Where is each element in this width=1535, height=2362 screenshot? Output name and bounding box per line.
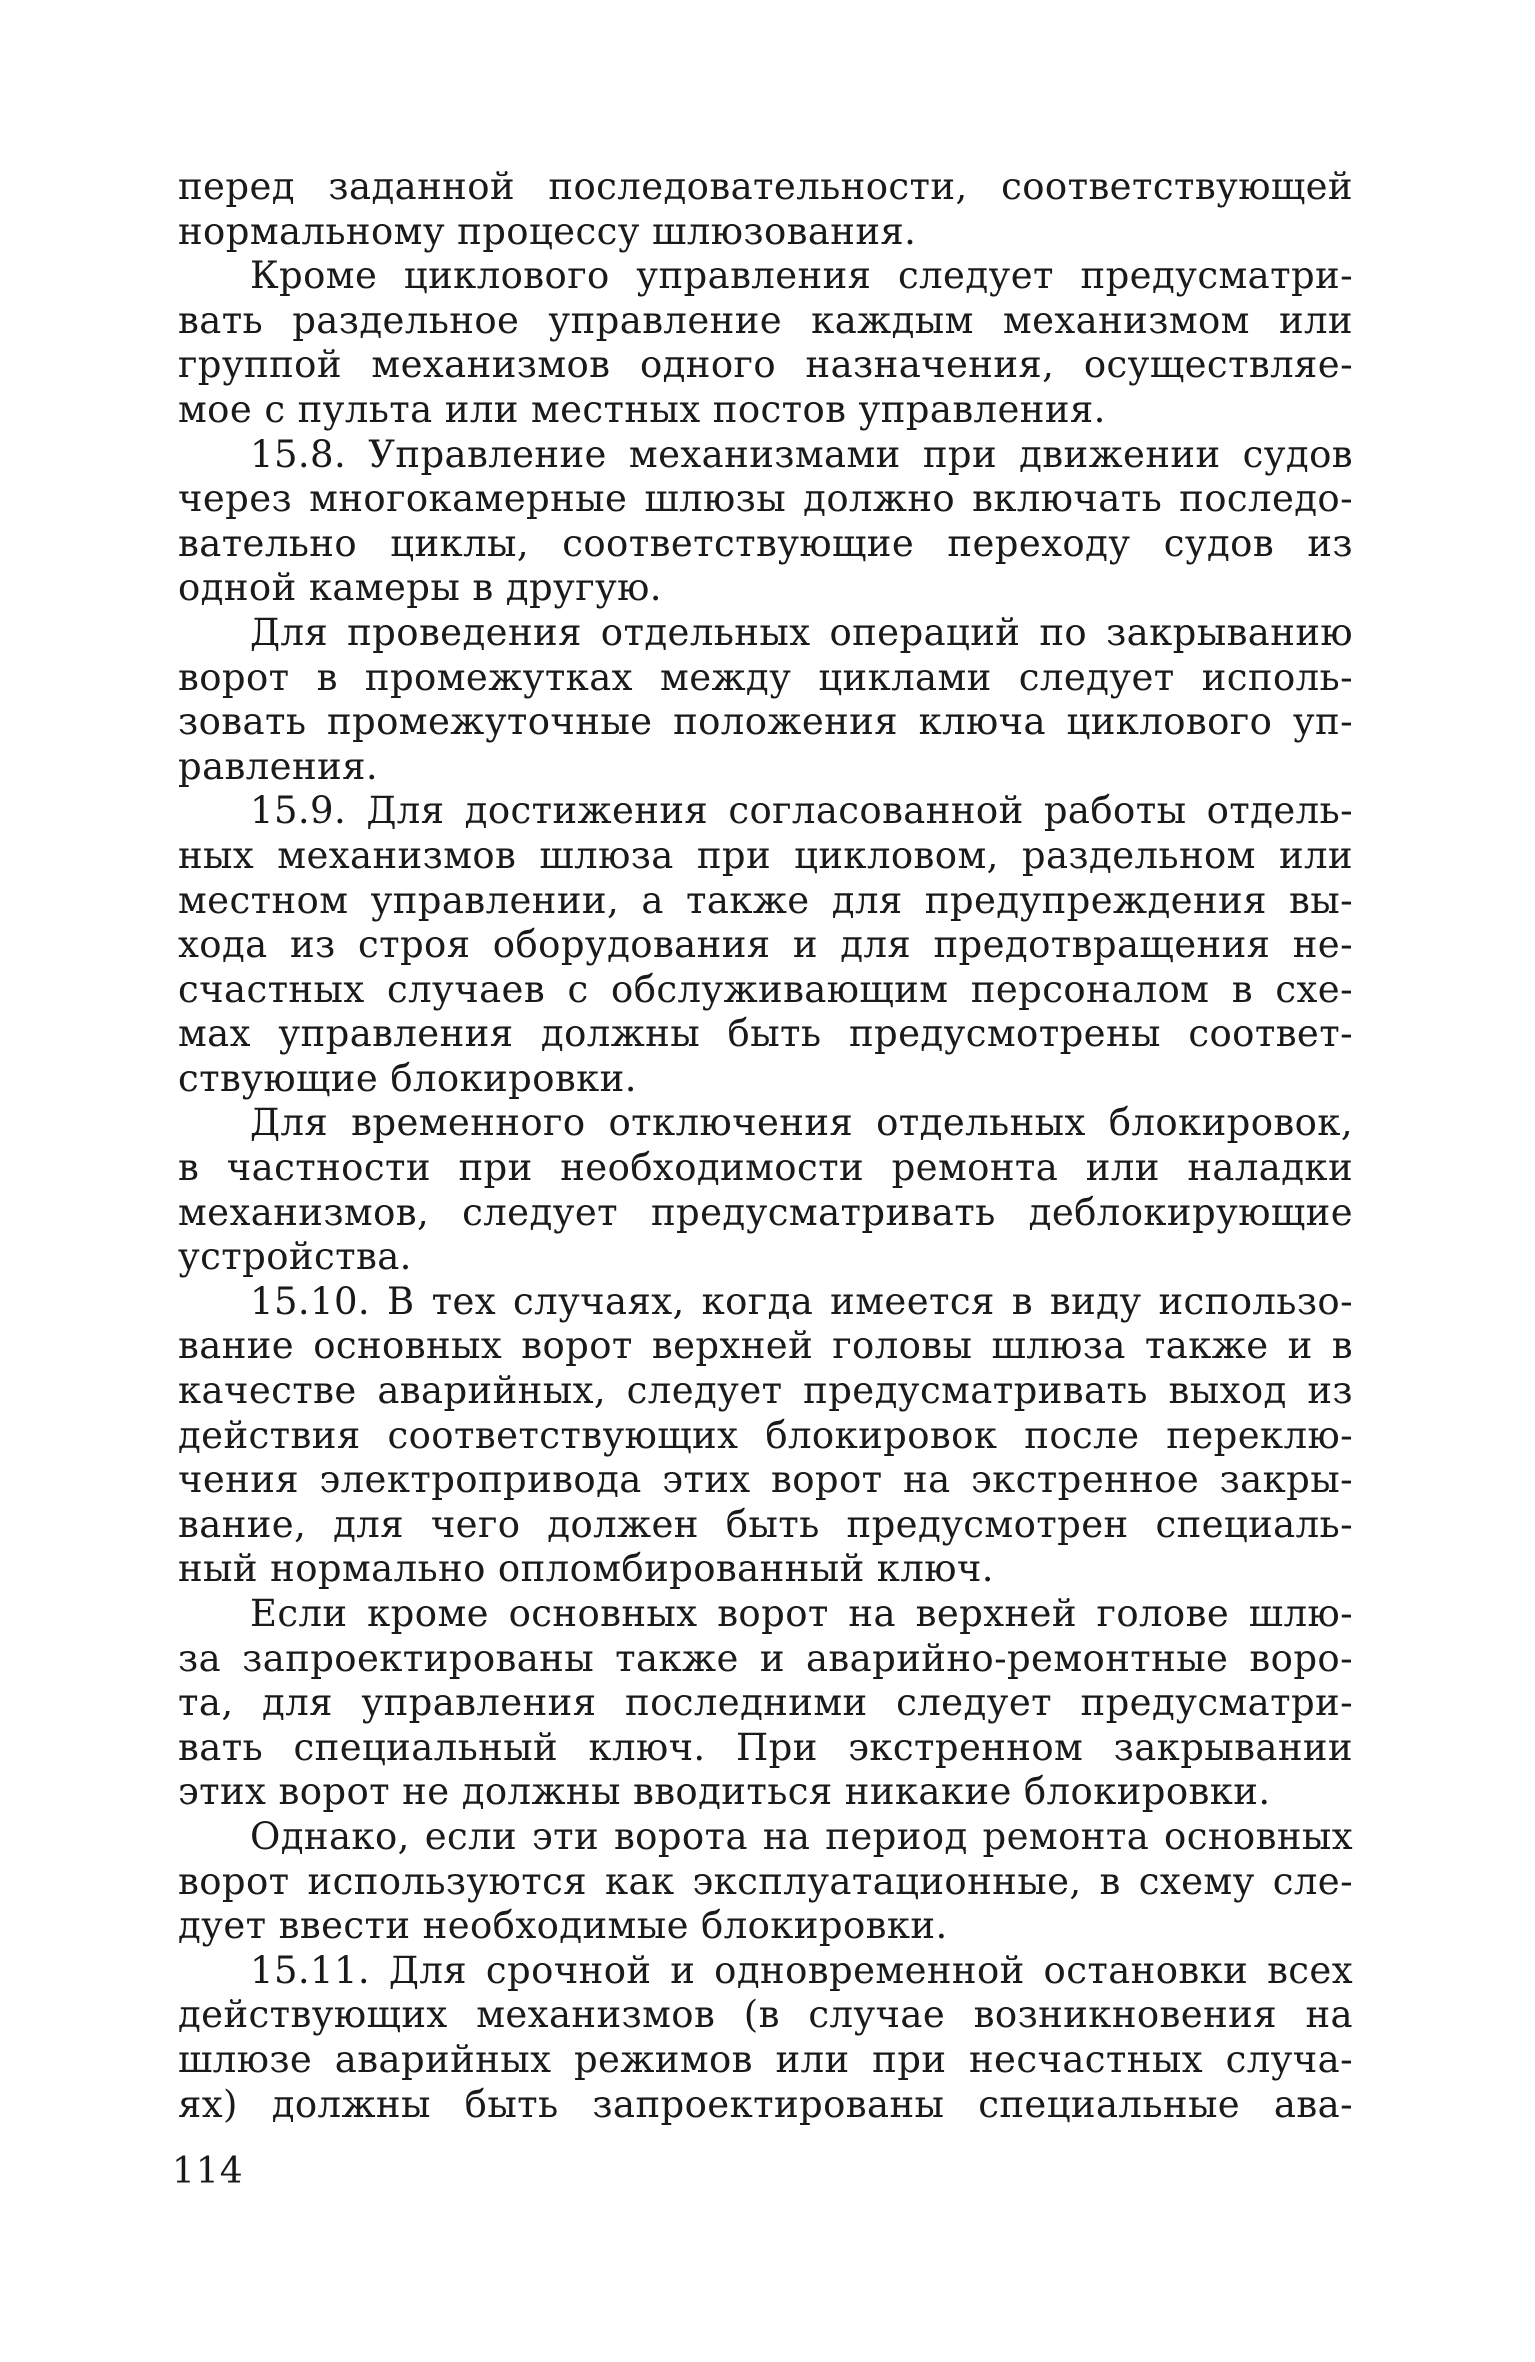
- text-line: хода из строя оборудования и для предотвращения не-: [178, 923, 1353, 967]
- text-line: действия соответствующих блокировок после переклю-: [178, 1413, 1353, 1457]
- text-line: Для проведения отдельных операций по закрыванию: [250, 610, 1353, 654]
- text-line: равления.: [178, 744, 378, 788]
- text-line: мое с пульта или местных постов управления.: [178, 387, 1106, 431]
- text-line: в частности при необходимости ремонта или наладки: [178, 1146, 1353, 1190]
- text-line: мах управления должны быть предусмотрены соответ-: [178, 1012, 1353, 1056]
- text-line: одной камеры в другую.: [178, 566, 662, 610]
- text-line: ворот в промежутках между циклами следует исполь-: [178, 655, 1353, 699]
- text-line: через многокамерные шлюзы должно включать последо-: [178, 477, 1353, 521]
- text-line: вание, для чего должен быть предусмотрен специаль-: [178, 1502, 1353, 1546]
- text-line: этих ворот не должны вводиться никакие блокировки.: [178, 1770, 1271, 1814]
- text-line: шлюзе аварийных режимов или при несчастных случа-: [178, 2037, 1353, 2081]
- text-line: 15.10. В тех случаях, когда имеется в виду использо-: [250, 1279, 1353, 1323]
- text-line: чения электропривода этих ворот на экстренное закры-: [178, 1458, 1353, 1502]
- text-line: ствующие блокировки.: [178, 1056, 637, 1100]
- text-line: за запроектированы также и аварийно-ремонтные воро-: [178, 1636, 1353, 1680]
- text-line: вать специальный ключ. При экстренном закрывании: [178, 1725, 1353, 1769]
- text-line: вание основных ворот верхней головы шлюза также и в: [178, 1324, 1353, 1368]
- text-line: действующих механизмов (в случае возникновения на: [178, 1993, 1353, 2037]
- text-line: та, для управления последними следует предусматри-: [178, 1681, 1353, 1725]
- text-line: местном управлении, а также для предупреждения вы-: [178, 878, 1353, 922]
- text-line: 15.11. Для срочной и одновременной остановки всех: [250, 1948, 1353, 1992]
- text-line: счастных случаев с обслуживающим персоналом в схе-: [178, 967, 1353, 1011]
- text-line: зовать промежуточные положения ключа циклового уп-: [178, 700, 1353, 744]
- text-line: 15.9. Для достижения согласованной работы отдель-: [250, 789, 1353, 833]
- text-line: Однако, если эти ворота на период ремонта основных: [250, 1814, 1353, 1858]
- text-line: вать раздельное управление каждым механизмом или: [178, 298, 1353, 342]
- text-line: Кроме циклового управления следует предусматри-: [250, 254, 1353, 298]
- text-line: механизмов, следует предусматривать деблокирующие: [178, 1190, 1353, 1234]
- text-line: нормальному процессу шлюзования.: [178, 209, 917, 253]
- text-line: группой механизмов одного назначения, осуществляе-: [178, 343, 1353, 387]
- text-line: ный нормально опломбированный ключ.: [178, 1547, 994, 1591]
- page-number: 114: [172, 2151, 244, 2192]
- text-line: 15.8. Управление механизмами при движении судов: [250, 432, 1353, 476]
- text-line: Для временного отключения отдельных блокировок,: [250, 1101, 1353, 1145]
- text-line: устройства.: [178, 1235, 412, 1279]
- text-line: дует ввести необходимые блокировки.: [178, 1904, 948, 1948]
- text-line: ных механизмов шлюза при цикловом, раздельном или: [178, 833, 1353, 877]
- text-line: ворот используются как эксплуатационные, в схему сле-: [178, 1859, 1353, 1903]
- text-line: перед заданной последовательности, соответствующей: [178, 165, 1353, 208]
- text-line: Если кроме основных ворот на верхней голове шлю-: [250, 1592, 1353, 1635]
- text-line: ях) должны быть запроектированы специальные ава-: [178, 2082, 1353, 2126]
- text-line: вательно циклы, соответствующие переходу судов из: [178, 521, 1353, 565]
- body-text: [178, 165, 1353, 2127]
- text-line: качестве аварийных, следует предусматривать выход из: [178, 1369, 1353, 1413]
